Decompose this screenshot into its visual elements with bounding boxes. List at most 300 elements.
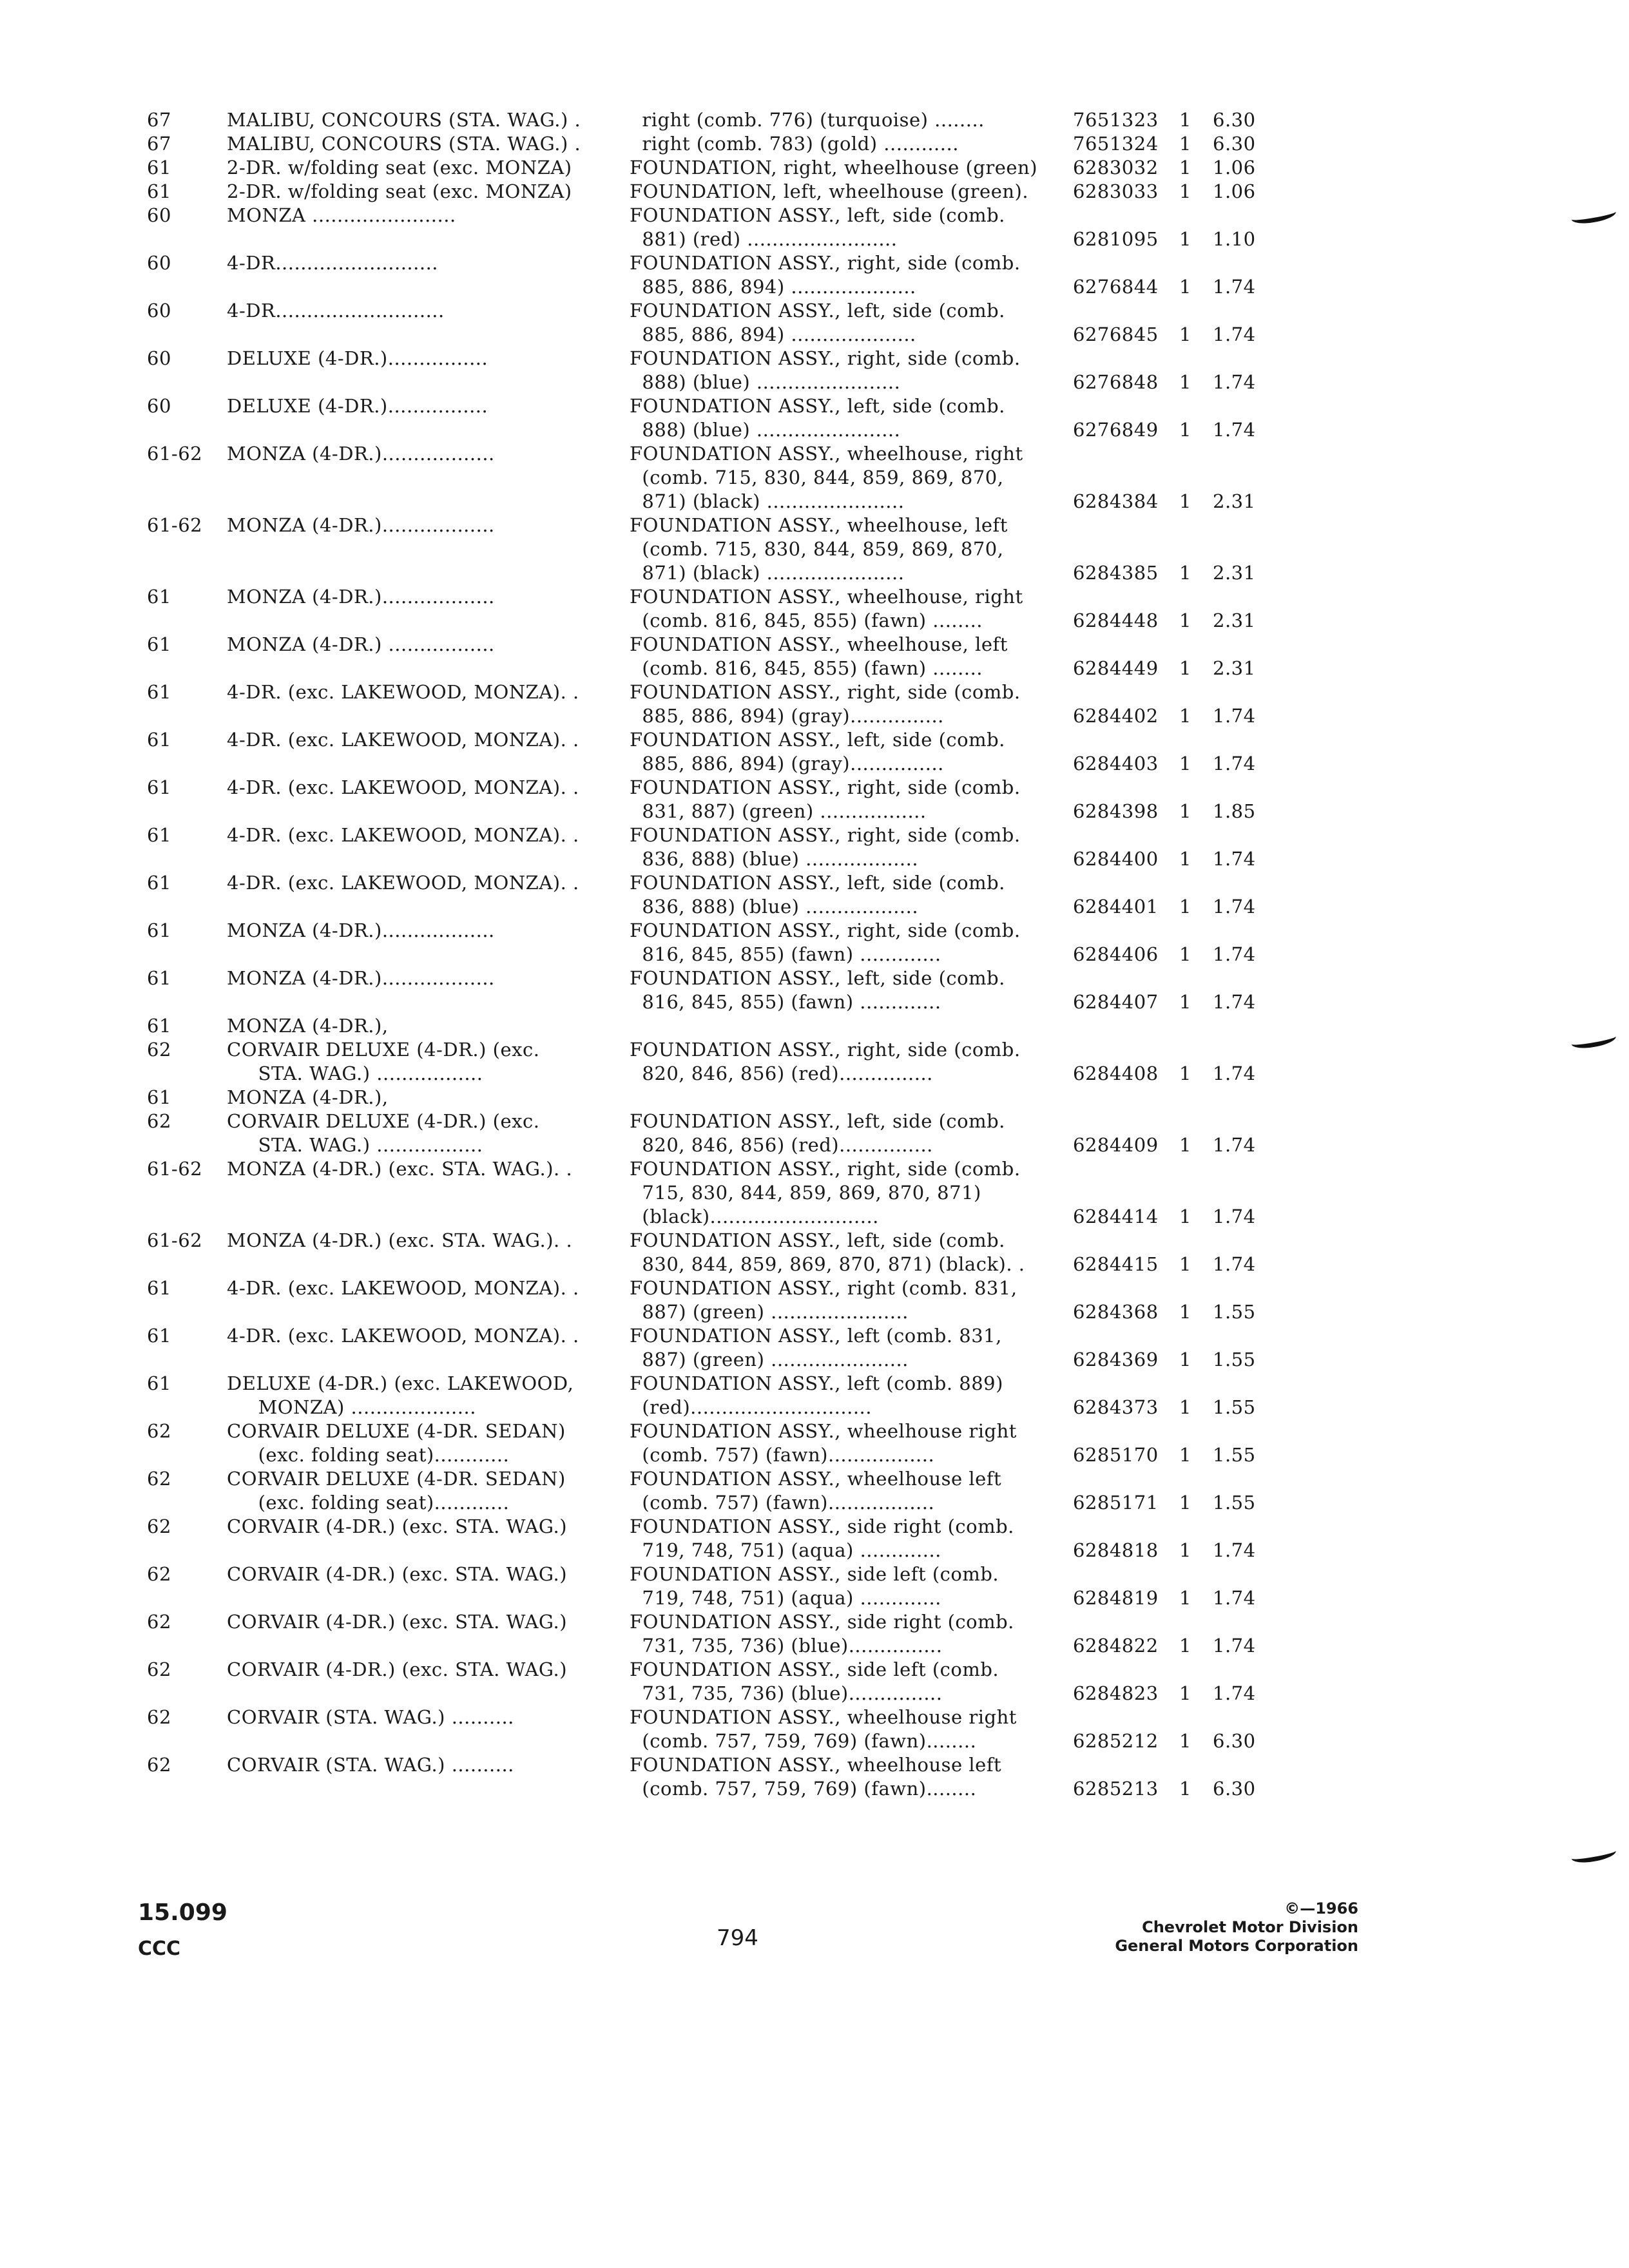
part-number-cell-line: 6284407 bbox=[1073, 991, 1159, 1013]
part-number-cell-line bbox=[1073, 680, 1179, 704]
description-cell-line: FOUNDATION ASSY., right, side (comb. bbox=[630, 919, 1021, 941]
part-number-cell-line bbox=[1073, 966, 1179, 990]
quantity-cell-line bbox=[1179, 1038, 1213, 1062]
quantity-cell-line bbox=[1179, 251, 1213, 275]
quantity-cell-line bbox=[1179, 204, 1213, 227]
description-cell bbox=[630, 919, 1073, 966]
description-cell bbox=[630, 299, 1073, 347]
model-cell-line: 4-DR. (exc. LAKEWOOD, MONZA). . bbox=[227, 872, 579, 894]
year-cell bbox=[147, 919, 227, 966]
description-cell-line: 887) (green) ...................... bbox=[630, 1301, 909, 1323]
description-cell bbox=[630, 776, 1073, 823]
section-number: 15.099 bbox=[138, 1899, 227, 1926]
year-cell bbox=[147, 132, 227, 156]
year-cell bbox=[147, 1706, 227, 1753]
price-cell-line bbox=[1213, 1706, 1290, 1729]
quantity-cell bbox=[1179, 156, 1213, 180]
price-cell-line: 2.31 bbox=[1213, 610, 1256, 631]
part-number-cell-line bbox=[1073, 1324, 1179, 1348]
description-cell-line: FOUNDATION ASSY., wheelhouse right bbox=[630, 1420, 1017, 1442]
price-cell-line bbox=[1213, 1157, 1290, 1181]
quantity-cell bbox=[1179, 1515, 1213, 1562]
part-number-cell bbox=[1073, 585, 1179, 633]
model-cell-line: MONZA (4-DR.) ................. bbox=[227, 633, 495, 655]
quantity-cell bbox=[1179, 1372, 1213, 1419]
part-number-cell bbox=[1073, 108, 1179, 132]
quantity-cell bbox=[1179, 1014, 1213, 1086]
year-cell-line: 62 bbox=[147, 1658, 171, 1680]
quantity-cell bbox=[1179, 347, 1213, 394]
quantity-cell bbox=[1179, 1324, 1213, 1372]
catalog-row bbox=[147, 919, 1371, 966]
price-cell-line: 1.74 bbox=[1213, 1253, 1256, 1275]
model-cell bbox=[227, 299, 630, 347]
description-cell-line: FOUNDATION ASSY., left (comb. 831, bbox=[630, 1325, 1002, 1347]
description-cell bbox=[630, 1157, 1073, 1229]
price-cell-line: 1.74 bbox=[1213, 1134, 1256, 1156]
model-cell-line: MONZA (4-DR.), bbox=[227, 1015, 389, 1037]
catalog-row bbox=[147, 871, 1371, 919]
part-number-cell-line bbox=[1073, 251, 1179, 275]
part-number-cell bbox=[1073, 776, 1179, 823]
model-cell bbox=[227, 1157, 630, 1229]
part-number-cell bbox=[1073, 1419, 1179, 1467]
part-number-cell bbox=[1073, 728, 1179, 776]
part-number-cell bbox=[1073, 823, 1179, 871]
catalog-row bbox=[147, 585, 1371, 633]
year-cell-line: 67 bbox=[147, 133, 171, 155]
description-cell-line: 830, 844, 859, 869, 870, 871) (black). . bbox=[630, 1253, 1025, 1275]
quantity-cell bbox=[1179, 394, 1213, 442]
quantity-cell bbox=[1179, 108, 1213, 132]
model-cell bbox=[227, 514, 630, 585]
price-cell-line: 1.55 bbox=[1213, 1349, 1256, 1370]
quantity-cell-line: 1 bbox=[1179, 657, 1191, 679]
catalog-row bbox=[147, 1562, 1371, 1610]
price-cell bbox=[1213, 1324, 1290, 1372]
quantity-cell-line: 1 bbox=[1179, 1396, 1191, 1418]
description-cell-line: 885, 886, 894) .................... bbox=[630, 276, 916, 298]
price-cell-line: 1.74 bbox=[1213, 943, 1256, 965]
quantity-cell-line bbox=[1179, 1110, 1213, 1133]
model-cell bbox=[227, 251, 630, 299]
part-number-cell-line bbox=[1073, 1276, 1179, 1300]
model-cell bbox=[227, 1515, 630, 1562]
quantity-cell-line: 1 bbox=[1179, 1730, 1191, 1752]
year-cell-line bbox=[147, 418, 227, 442]
description-cell-line: 820, 846, 856) (red)............... bbox=[630, 1134, 933, 1156]
model-cell-line: 4-DR. (exc. LAKEWOOD, MONZA). . bbox=[227, 776, 579, 798]
part-number-cell-line bbox=[1073, 537, 1179, 561]
price-cell bbox=[1213, 108, 1290, 132]
catalog-row bbox=[147, 1324, 1371, 1372]
price-cell-line bbox=[1213, 776, 1290, 800]
price-cell-line: 1.55 bbox=[1213, 1396, 1256, 1418]
year-cell bbox=[147, 1086, 227, 1157]
quantity-cell-line: 1 bbox=[1179, 371, 1191, 393]
year-cell-line bbox=[147, 1300, 227, 1324]
description-cell-line: FOUNDATION ASSY., wheelhouse left bbox=[630, 1468, 1002, 1490]
description-cell-line: (comb. 757) (fawn)................. bbox=[630, 1444, 935, 1466]
description-cell-line bbox=[630, 1086, 1073, 1110]
description-cell-line: FOUNDATION ASSY., side left (comb. bbox=[630, 1658, 999, 1680]
price-cell-line bbox=[1213, 1562, 1290, 1586]
description-cell-line: 885, 886, 894) .................... bbox=[630, 323, 916, 345]
year-cell-line bbox=[147, 1729, 227, 1753]
part-number-cell bbox=[1073, 1229, 1179, 1276]
description-cell bbox=[630, 966, 1073, 1014]
quantity-cell-line: 1 bbox=[1179, 180, 1191, 202]
model-cell-line bbox=[227, 1777, 630, 1801]
model-cell-line bbox=[227, 1539, 630, 1562]
part-number-cell-line bbox=[1073, 728, 1179, 752]
description-cell bbox=[630, 442, 1073, 514]
quantity-cell-line: 1 bbox=[1179, 705, 1191, 727]
price-cell bbox=[1213, 299, 1290, 347]
year-cell-line bbox=[147, 1777, 227, 1801]
price-cell bbox=[1213, 728, 1290, 776]
price-cell-line bbox=[1213, 633, 1290, 657]
model-cell bbox=[227, 1372, 630, 1419]
description-cell-line: (comb. 816, 845, 855) (fawn) ........ bbox=[630, 610, 983, 631]
quantity-cell bbox=[1179, 871, 1213, 919]
model-cell bbox=[227, 108, 630, 132]
year-cell-line bbox=[147, 323, 227, 347]
model-cell bbox=[227, 728, 630, 776]
part-number-cell-line bbox=[1073, 1157, 1179, 1181]
model-cell-line: DELUXE (4-DR.) (exc. LAKEWOOD, bbox=[227, 1372, 574, 1394]
part-number-cell-line: 7651323 bbox=[1073, 109, 1159, 131]
quantity-cell-line: 1 bbox=[1179, 991, 1191, 1013]
catalog-row bbox=[147, 1706, 1371, 1753]
model-cell-line: 2-DR. w/folding seat (exc. MONZA) bbox=[227, 157, 572, 178]
price-cell-line bbox=[1213, 1014, 1290, 1038]
year-cell bbox=[147, 1372, 227, 1419]
description-cell-line: FOUNDATION ASSY., side left (comb. bbox=[630, 1563, 999, 1585]
price-cell-line bbox=[1213, 1419, 1290, 1443]
model-cell-line bbox=[227, 1181, 630, 1205]
catalog-row bbox=[147, 1086, 1371, 1157]
description-cell-line: FOUNDATION ASSY., wheelhouse, left bbox=[630, 633, 1008, 655]
model-cell bbox=[227, 156, 630, 180]
description-cell-line: (comb. 757, 759, 769) (fawn)........ bbox=[630, 1778, 977, 1800]
quantity-cell-line bbox=[1179, 1157, 1213, 1181]
price-cell bbox=[1213, 180, 1290, 204]
part-number-cell-line bbox=[1073, 1181, 1179, 1205]
description-cell bbox=[630, 823, 1073, 871]
part-number-cell-line: 6283033 bbox=[1073, 180, 1159, 202]
part-number-cell bbox=[1073, 394, 1179, 442]
description-cell-line: FOUNDATION ASSY., right, side (comb. bbox=[630, 681, 1021, 703]
price-cell-line: 6.30 bbox=[1213, 1778, 1256, 1800]
price-cell-line bbox=[1213, 466, 1290, 490]
description-cell-line: 816, 845, 855) (fawn) ............. bbox=[630, 943, 941, 965]
description-cell bbox=[630, 1562, 1073, 1610]
part-number-cell-line: 6284409 bbox=[1073, 1134, 1159, 1156]
part-number-cell bbox=[1073, 871, 1179, 919]
model-cell-line bbox=[227, 1682, 630, 1706]
description-cell-line: FOUNDATION ASSY., right, side (comb. bbox=[630, 776, 1021, 798]
quantity-cell-line bbox=[1179, 1753, 1213, 1777]
year-cell bbox=[147, 1467, 227, 1515]
part-number-cell-line bbox=[1073, 1229, 1179, 1253]
year-cell-line: 61 bbox=[147, 157, 171, 178]
description-cell-line: 719, 748, 751) (aqua) ............. bbox=[630, 1587, 941, 1609]
model-cell-line: MONZA) .................... bbox=[227, 1396, 476, 1418]
description-cell-line: FOUNDATION ASSY., wheelhouse right bbox=[630, 1706, 1017, 1728]
part-number-cell-line: 6284368 bbox=[1073, 1301, 1159, 1323]
model-cell-line bbox=[227, 418, 630, 442]
model-cell bbox=[227, 1467, 630, 1515]
description-cell bbox=[630, 132, 1073, 156]
quantity-cell-line: 1 bbox=[1179, 419, 1191, 441]
model-cell-line: (exc. folding seat)............ bbox=[227, 1444, 510, 1466]
model-cell bbox=[227, 1658, 630, 1706]
year-cell bbox=[147, 299, 227, 347]
model-cell-line bbox=[227, 895, 630, 919]
part-number-cell bbox=[1073, 1014, 1179, 1086]
model-cell-line: MONZA (4-DR.) (exc. STA. WAG.). . bbox=[227, 1229, 573, 1251]
description-cell bbox=[630, 680, 1073, 728]
quantity-cell bbox=[1179, 1562, 1213, 1610]
price-cell-line: 1.74 bbox=[1213, 1587, 1256, 1609]
year-cell-line: 62 bbox=[147, 1706, 171, 1728]
description-cell bbox=[630, 1419, 1073, 1467]
year-cell-line bbox=[147, 800, 227, 823]
year-cell-line bbox=[147, 1133, 227, 1157]
year-cell-line bbox=[147, 752, 227, 776]
year-cell-line bbox=[147, 704, 227, 728]
price-cell-line: 1.06 bbox=[1213, 180, 1256, 202]
price-cell-line: 1.74 bbox=[1213, 276, 1256, 298]
year-cell bbox=[147, 180, 227, 204]
model-cell bbox=[227, 204, 630, 251]
part-number-cell-line: 6284398 bbox=[1073, 800, 1159, 822]
year-cell-line: 61-62 bbox=[147, 514, 203, 536]
year-cell-line bbox=[147, 1634, 227, 1658]
description-cell bbox=[630, 1610, 1073, 1658]
year-cell-line: 61-62 bbox=[147, 1229, 203, 1251]
quantity-cell-line: 1 bbox=[1179, 1253, 1191, 1275]
description-cell bbox=[630, 585, 1073, 633]
part-number-cell bbox=[1073, 1658, 1179, 1706]
model-cell-line bbox=[227, 847, 630, 871]
price-cell-line bbox=[1213, 347, 1290, 370]
part-number-cell bbox=[1073, 633, 1179, 680]
price-cell bbox=[1213, 1086, 1290, 1157]
quantity-cell-line bbox=[1179, 514, 1213, 537]
year-cell-line: 62 bbox=[147, 1420, 171, 1442]
price-cell-line: 1.74 bbox=[1213, 753, 1256, 774]
part-number-cell-line: 6284385 bbox=[1073, 562, 1159, 584]
description-cell-line: (comb. 757) (fawn)................. bbox=[630, 1492, 935, 1514]
description-cell-line: 719, 748, 751) (aqua) ............. bbox=[630, 1539, 941, 1561]
year-cell-line bbox=[147, 1586, 227, 1610]
catalog-row bbox=[147, 1515, 1371, 1562]
year-cell-line bbox=[147, 847, 227, 871]
part-number-cell-line: 6276848 bbox=[1073, 371, 1159, 393]
model-cell-line bbox=[227, 1300, 630, 1324]
price-cell bbox=[1213, 251, 1290, 299]
model-cell-line bbox=[227, 1586, 630, 1610]
part-number-cell-line: 6284403 bbox=[1073, 753, 1159, 774]
catalog-row bbox=[147, 1419, 1371, 1467]
description-cell-line: 888) (blue) ....................... bbox=[630, 419, 901, 441]
price-cell-line: 1.74 bbox=[1213, 896, 1256, 918]
year-cell-line bbox=[147, 227, 227, 251]
price-cell-line: 1.74 bbox=[1213, 323, 1256, 345]
description-cell-line: FOUNDATION, right, wheelhouse (green) bbox=[630, 157, 1038, 178]
part-number-cell-line bbox=[1073, 1419, 1179, 1443]
model-cell-line bbox=[227, 323, 630, 347]
year-cell-line bbox=[147, 275, 227, 299]
description-cell bbox=[630, 1467, 1073, 1515]
description-cell bbox=[630, 204, 1073, 251]
year-cell-line: 60 bbox=[147, 395, 171, 417]
price-cell bbox=[1213, 514, 1290, 585]
part-number-cell bbox=[1073, 1753, 1179, 1801]
model-cell-line bbox=[227, 1634, 630, 1658]
quantity-cell bbox=[1179, 1086, 1213, 1157]
part-number-cell-line: 6284448 bbox=[1073, 610, 1159, 631]
year-cell-line bbox=[147, 990, 227, 1014]
part-number-cell bbox=[1073, 156, 1179, 180]
model-cell-line: (exc. folding seat)............ bbox=[227, 1492, 510, 1514]
description-cell-line: (comb. 816, 845, 855) (fawn) ........ bbox=[630, 657, 983, 679]
model-cell-line: 4-DR. (exc. LAKEWOOD, MONZA). . bbox=[227, 729, 579, 751]
catalog-row bbox=[147, 108, 1371, 132]
description-cell bbox=[630, 251, 1073, 299]
part-number-cell-line: 6276845 bbox=[1073, 323, 1159, 345]
year-cell-line bbox=[147, 943, 227, 966]
description-cell-line: 820, 846, 856) (red)............... bbox=[630, 1062, 933, 1084]
quantity-cell bbox=[1179, 1229, 1213, 1276]
description-cell-line: 731, 735, 736) (blue)............... bbox=[630, 1682, 943, 1704]
quantity-cell-line: 1 bbox=[1179, 490, 1191, 512]
year-cell bbox=[147, 1562, 227, 1610]
year-cell bbox=[147, 514, 227, 585]
description-cell-line: 836, 888) (blue) .................. bbox=[630, 848, 919, 870]
year-cell-line: 61 bbox=[147, 919, 171, 941]
binder-hole-mark bbox=[1570, 204, 1617, 226]
model-cell bbox=[227, 871, 630, 919]
model-cell-line: CORVAIR (4-DR.) (exc. STA. WAG.) bbox=[227, 1658, 568, 1680]
price-cell-line: 2.31 bbox=[1213, 490, 1256, 512]
model-cell bbox=[227, 680, 630, 728]
quantity-cell-line: 1 bbox=[1179, 109, 1191, 131]
year-cell-line bbox=[147, 1253, 227, 1276]
description-cell bbox=[630, 180, 1073, 204]
year-cell bbox=[147, 1753, 227, 1801]
quantity-cell-line: 1 bbox=[1179, 848, 1191, 870]
part-number-cell-line: 6284415 bbox=[1073, 1253, 1159, 1275]
year-cell bbox=[147, 1515, 227, 1562]
quantity-cell bbox=[1179, 633, 1213, 680]
price-cell-line bbox=[1213, 1038, 1290, 1062]
catalog-row bbox=[147, 132, 1371, 156]
part-number-cell bbox=[1073, 966, 1179, 1014]
year-cell bbox=[147, 633, 227, 680]
quantity-cell-line bbox=[1179, 466, 1213, 490]
part-number-cell-line bbox=[1073, 1372, 1179, 1396]
description-cell bbox=[630, 1324, 1073, 1372]
description-cell bbox=[630, 1372, 1073, 1419]
quantity-cell-line: 1 bbox=[1179, 323, 1191, 345]
catalog-row bbox=[147, 1014, 1371, 1086]
catalog-row bbox=[147, 156, 1371, 180]
quantity-cell bbox=[1179, 1610, 1213, 1658]
catalog-row bbox=[147, 180, 1371, 204]
description-cell-line: FOUNDATION ASSY., left, side (comb. bbox=[630, 395, 1005, 417]
description-cell-line: 885, 886, 894) (gray)............... bbox=[630, 705, 944, 727]
quantity-cell bbox=[1179, 1706, 1213, 1753]
price-cell-line bbox=[1213, 299, 1290, 323]
price-cell bbox=[1213, 1753, 1290, 1801]
quantity-cell-line: 1 bbox=[1179, 1444, 1191, 1466]
part-number-cell-line: 6284384 bbox=[1073, 490, 1159, 512]
model-cell-line bbox=[227, 1253, 630, 1276]
catalog-row bbox=[147, 1658, 1371, 1706]
description-cell bbox=[630, 1276, 1073, 1324]
price-cell bbox=[1213, 1419, 1290, 1467]
price-cell bbox=[1213, 1014, 1290, 1086]
description-cell bbox=[630, 1706, 1073, 1753]
description-cell-line: FOUNDATION ASSY., wheelhouse, right bbox=[630, 443, 1023, 465]
model-cell bbox=[227, 1276, 630, 1324]
year-cell-line: 61 bbox=[147, 872, 171, 894]
price-cell-line: 1.06 bbox=[1213, 157, 1256, 178]
part-number-cell bbox=[1073, 514, 1179, 585]
description-cell bbox=[630, 108, 1073, 132]
parts-catalog-table bbox=[147, 108, 1371, 1801]
year-cell bbox=[147, 251, 227, 299]
price-cell-line bbox=[1213, 1610, 1290, 1634]
price-cell-line: 2.31 bbox=[1213, 562, 1256, 584]
model-cell bbox=[227, 966, 630, 1014]
year-cell-line bbox=[147, 1682, 227, 1706]
catalog-row bbox=[147, 394, 1371, 442]
description-cell-line: 831, 887) (green) ................. bbox=[630, 800, 927, 822]
model-cell-line: MONZA (4-DR.).................. bbox=[227, 919, 495, 941]
quantity-cell-line: 1 bbox=[1179, 1062, 1191, 1084]
price-cell-line: 1.74 bbox=[1213, 371, 1256, 393]
quantity-cell-line bbox=[1179, 1467, 1213, 1491]
description-cell bbox=[630, 514, 1073, 585]
quantity-cell-line bbox=[1179, 1372, 1213, 1396]
quantity-cell-line bbox=[1179, 1086, 1213, 1110]
part-number-cell bbox=[1073, 1610, 1179, 1658]
part-number-cell-line: 6285212 bbox=[1073, 1730, 1159, 1752]
year-cell-line: 61 bbox=[147, 1277, 171, 1299]
description-cell-line: FOUNDATION ASSY., left, side (comb. bbox=[630, 1110, 1005, 1132]
description-cell bbox=[630, 633, 1073, 680]
quantity-cell-line bbox=[1179, 1181, 1213, 1205]
price-cell-line: 1.74 bbox=[1213, 1635, 1256, 1657]
price-cell bbox=[1213, 919, 1290, 966]
model-cell-line bbox=[227, 1205, 630, 1229]
page-number: 794 bbox=[717, 1925, 758, 1951]
year-cell-line bbox=[147, 657, 227, 680]
part-number-cell-line bbox=[1073, 776, 1179, 800]
part-number-cell-line bbox=[1073, 1014, 1179, 1038]
part-number-cell-line bbox=[1073, 1610, 1179, 1634]
quantity-cell-line: 1 bbox=[1179, 610, 1191, 631]
year-cell-line: 61 bbox=[147, 729, 171, 751]
year-cell bbox=[147, 728, 227, 776]
part-number-cell bbox=[1073, 180, 1179, 204]
model-cell-line bbox=[227, 752, 630, 776]
description-cell-line: FOUNDATION ASSY., left, side (comb. bbox=[630, 872, 1005, 894]
